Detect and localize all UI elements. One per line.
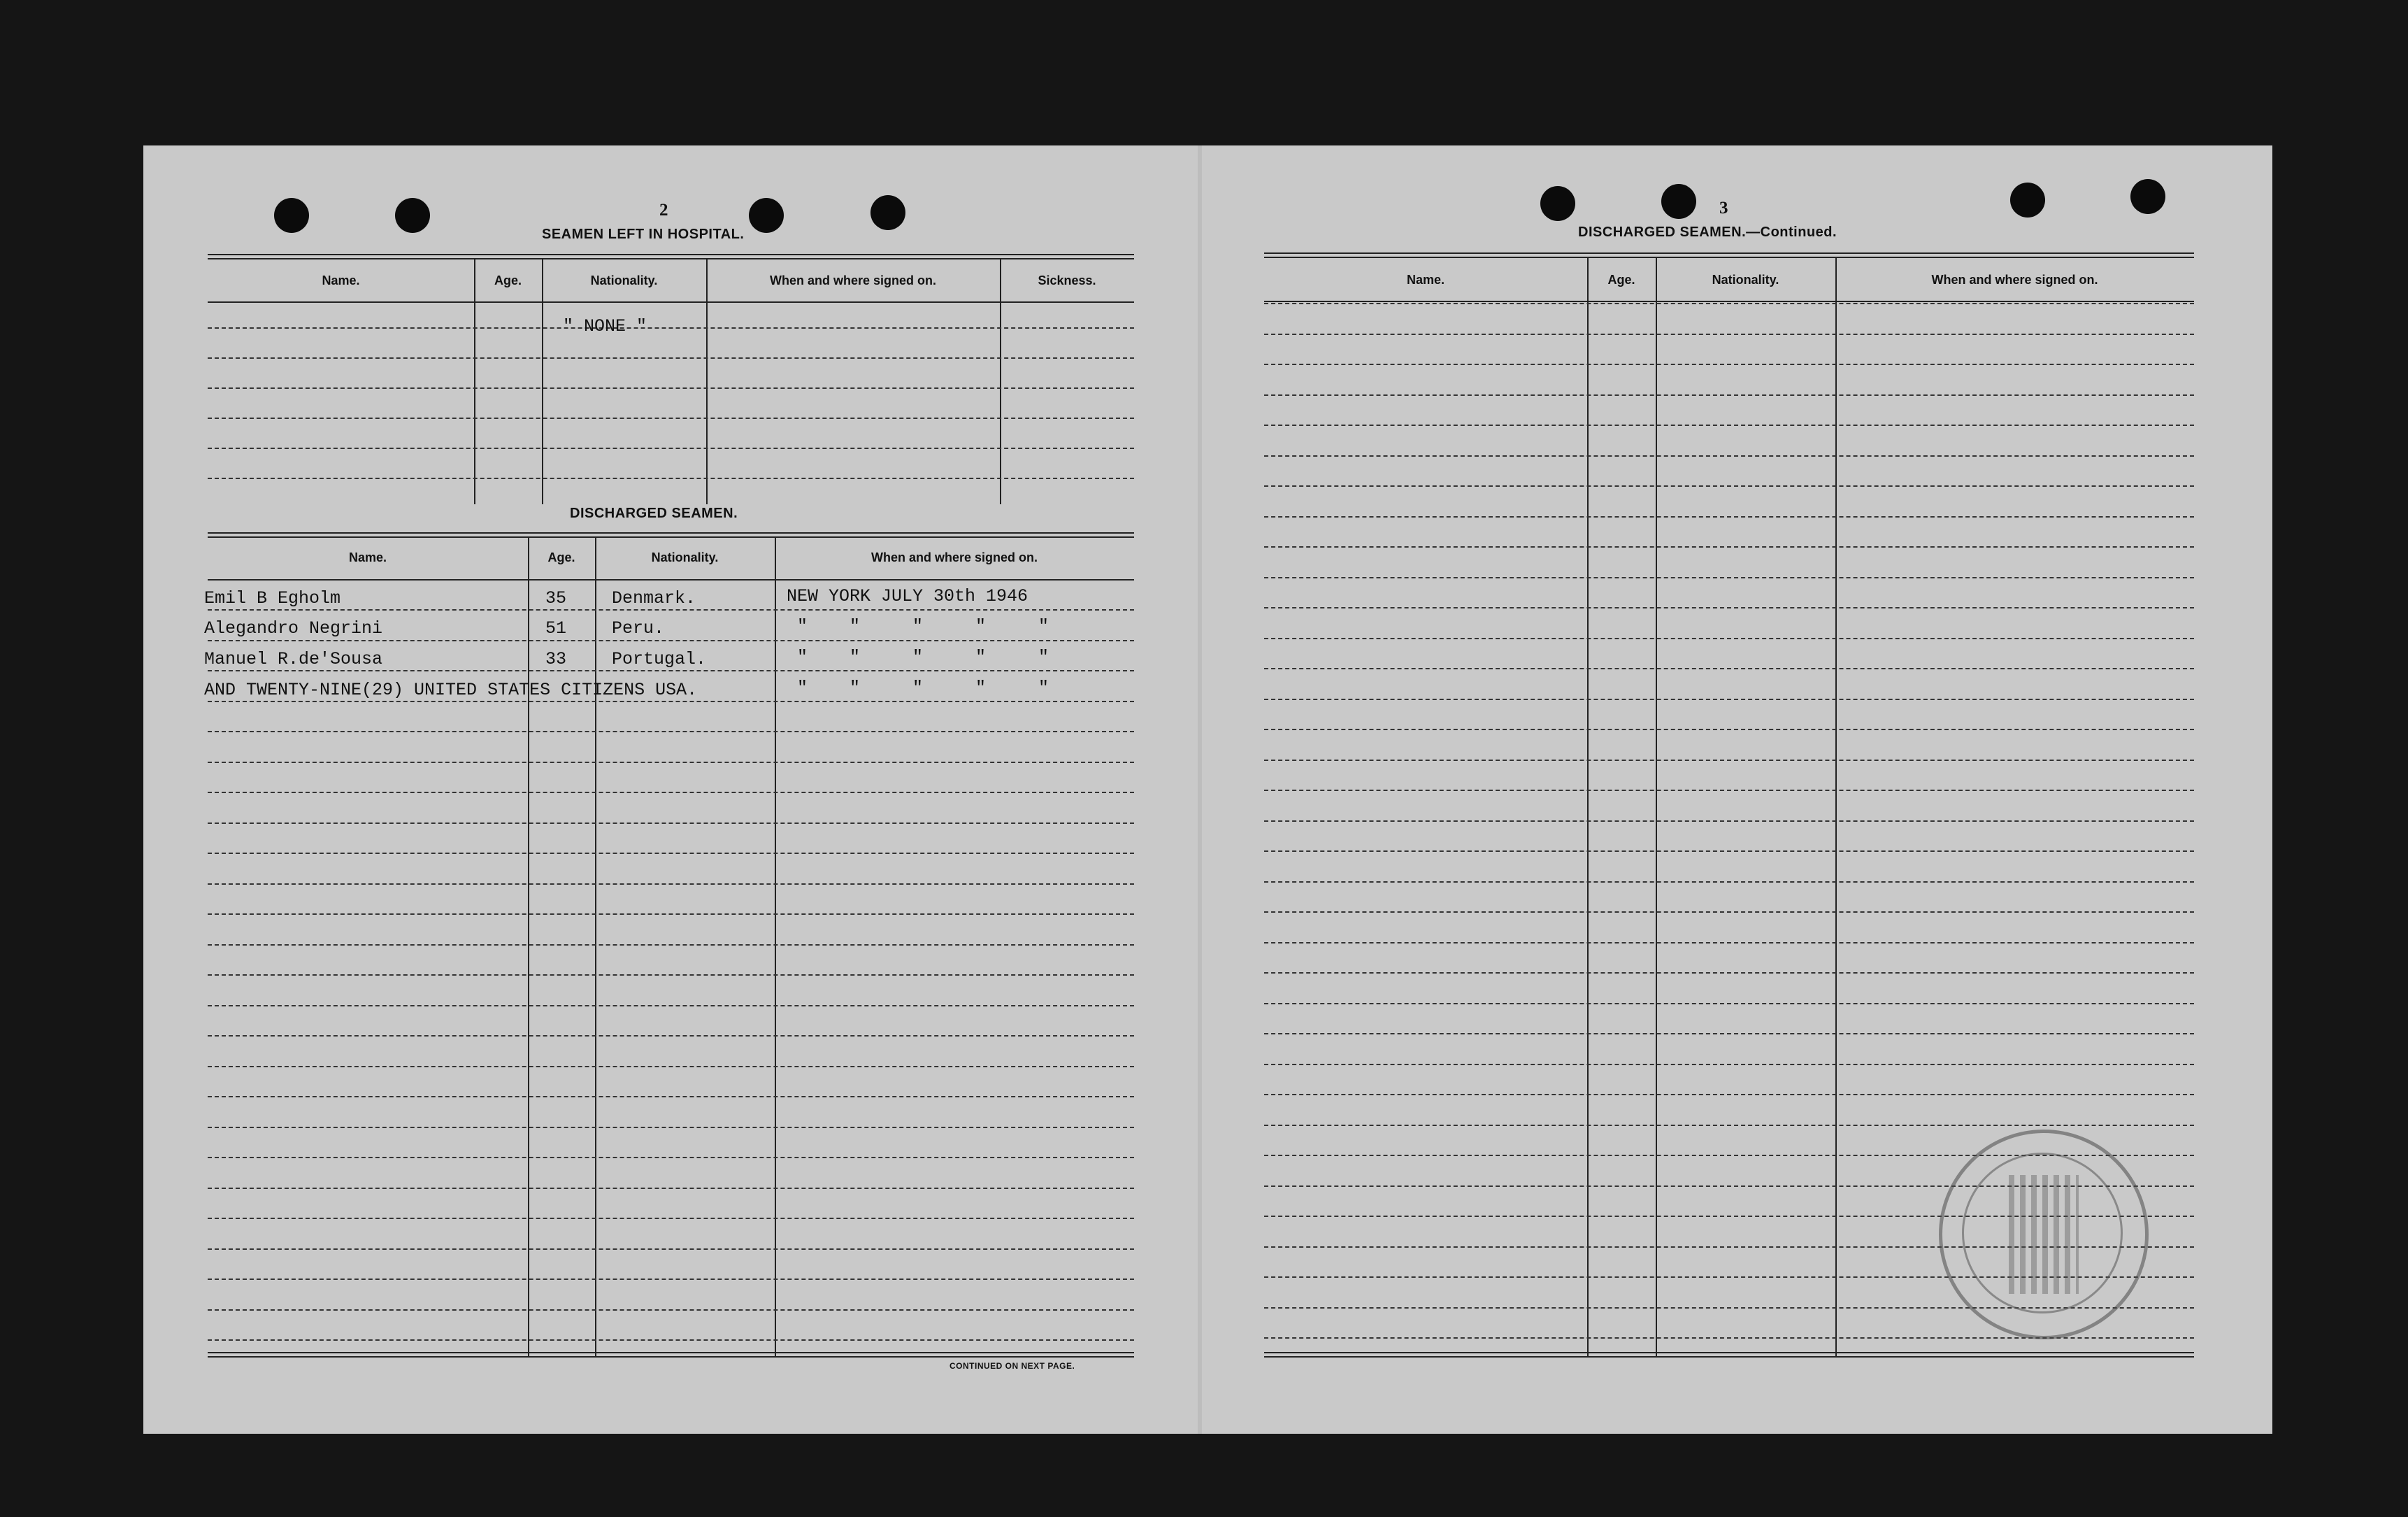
hospital-row-rule: [208, 418, 1134, 419]
table-row-rule: [208, 1218, 1134, 1219]
hospital-col-divider: [706, 259, 708, 504]
table-row-rule: [208, 1188, 1134, 1189]
hospital-header-name: Name.: [322, 273, 360, 287]
table-row-rule: [1264, 1094, 2194, 1095]
right-header-rule: [1264, 301, 2194, 302]
table-row-nationality: Peru.: [612, 618, 665, 639]
punch-hole: [2010, 183, 2045, 218]
table-row-signed-on: " " " " ": [797, 647, 1049, 667]
hospital-header-sickness: Sickness.: [1038, 273, 1096, 287]
table-row-rule: [208, 762, 1134, 763]
table-row-rule: [1264, 485, 2194, 487]
table-row-rule: [208, 1279, 1134, 1280]
summary-line: AND TWENTY-NINE(29) UNITED STATES CITIZENS USA.: [204, 680, 698, 700]
table-row-rule: [1264, 881, 2194, 883]
table-row-signed-on: NEW YORK JULY 30th 1946: [787, 586, 1029, 606]
right-bottom-rule: [1264, 1352, 2194, 1353]
table-row-rule: [1264, 1125, 2194, 1126]
punch-hole: [1661, 184, 1696, 219]
table-row-rule: [208, 640, 1134, 641]
table-row-rule: [208, 670, 1134, 671]
hospital-top-rule: [208, 258, 1134, 259]
table-row-rule: [1264, 546, 2194, 548]
punch-hole: [274, 198, 309, 233]
table-row-rule: [208, 974, 1134, 976]
right-top-rule: [1264, 257, 2194, 258]
right-header-nationality: Nationality.: [1712, 273, 1779, 287]
table-row-name: Alegandro Negrini: [204, 618, 383, 639]
hospital-col-divider: [474, 259, 475, 504]
table-row-rule: [1264, 1064, 2194, 1065]
hospital-header-age: Age.: [494, 273, 522, 287]
table-row-rule: [208, 701, 1134, 702]
table-row-nationality: Denmark.: [612, 588, 696, 608]
table-row-age: 35: [545, 588, 567, 608]
hospital-row-rule: [208, 327, 1134, 329]
table-row-rule: [1264, 516, 2194, 518]
hospital-header-rule: [208, 301, 1134, 303]
hospital-none-entry: " NONE ": [563, 316, 647, 336]
table-row-rule: [208, 944, 1134, 946]
table-row-rule: [1264, 364, 2194, 365]
right-header-name: Name.: [1406, 273, 1445, 287]
table-row-rule: [208, 1096, 1134, 1097]
discharged-bottom-rule: [208, 1356, 1134, 1358]
table-row-signed-on: " " " " ": [797, 616, 1049, 636]
table-row-rule: [208, 1005, 1134, 1006]
table-row-rule: [1264, 911, 2194, 913]
right-header-signed-on: When and where signed on.: [1931, 273, 2098, 287]
right-col-divider: [1656, 258, 1657, 1358]
discharged-section-title: DISCHARGED SEAMEN.: [570, 506, 738, 521]
table-row-age: 51: [545, 618, 567, 639]
right-bottom-rule: [1264, 1356, 2194, 1358]
table-row-rule: [208, 853, 1134, 854]
table-row-rule: [1264, 729, 2194, 730]
table-row-rule: [208, 1339, 1134, 1341]
continued-note: CONTINUED ON NEXT PAGE.: [949, 1361, 1075, 1371]
table-row-rule: [208, 1127, 1134, 1128]
discharged-header-age: Age.: [547, 550, 575, 564]
hospital-header-signed-on: When and where signed on.: [769, 273, 937, 287]
hospital-row-rule: [208, 387, 1134, 389]
table-row-name: Emil B Egholm: [204, 588, 341, 608]
hospital-header-nationality: Nationality.: [590, 273, 658, 287]
table-row-rule: [208, 1066, 1134, 1067]
table-row-rule: [1264, 820, 2194, 822]
table-row-rule: [1264, 1003, 2194, 1004]
table-row-rule: [1264, 699, 2194, 700]
table-row-rule: [208, 883, 1134, 885]
discharged-header-signed-on: When and where signed on.: [870, 550, 1038, 564]
table-row-rule: [208, 1248, 1134, 1250]
discharged-top-rule: [208, 532, 1134, 534]
table-row-rule: [208, 913, 1134, 915]
official-stamp: [1939, 1130, 2149, 1339]
table-row-name: Manuel R.de'Sousa: [204, 649, 383, 669]
punch-hole: [395, 198, 430, 233]
hospital-row-rule: [208, 357, 1134, 359]
table-row-rule: [208, 609, 1134, 611]
table-row-rule: [1264, 638, 2194, 639]
document-sheet: [143, 145, 2272, 1434]
table-row-rule: [208, 731, 1134, 732]
table-row-rule: [1264, 303, 2194, 304]
table-row-rule: [1264, 668, 2194, 669]
stamp-emblem: [2009, 1175, 2079, 1294]
table-row-rule: [208, 1157, 1134, 1158]
table-row-rule: [1264, 850, 2194, 852]
discharged-col-divider: [528, 538, 529, 1358]
table-row-rule: [208, 822, 1134, 824]
page-number-right: 3: [1719, 199, 1728, 218]
table-row-rule: [208, 792, 1134, 793]
right-header-age: Age.: [1607, 273, 1635, 287]
hospital-row-rule: [208, 448, 1134, 449]
summary-signed-on: " " " " ": [797, 678, 1049, 698]
table-row-rule: [1264, 942, 2194, 943]
discharged-col-divider: [775, 538, 776, 1358]
punch-hole: [2130, 179, 2165, 214]
table-row-age: 33: [545, 649, 567, 669]
discharged-header-nationality: Nationality.: [651, 550, 719, 564]
table-row-rule: [1264, 1033, 2194, 1034]
discharged-col-divider: [595, 538, 596, 1358]
table-row-rule: [1264, 972, 2194, 974]
table-row-rule: [208, 1035, 1134, 1037]
hospital-section-title: SEAMEN LEFT IN HOSPITAL.: [542, 227, 745, 242]
table-row-rule: [1264, 577, 2194, 578]
right-col-divider: [1587, 258, 1589, 1358]
punch-hole: [870, 195, 905, 230]
discharged-bottom-rule: [208, 1352, 1134, 1353]
right-top-rule: [1264, 252, 2194, 254]
punch-hole: [1540, 186, 1575, 221]
table-row-nationality: Portugal.: [612, 649, 707, 669]
discharged-header-rule: [208, 579, 1134, 581]
table-row-rule: [1264, 425, 2194, 426]
hospital-top-rule: [208, 254, 1134, 255]
table-row-rule: [1264, 334, 2194, 335]
discharged-header-name: Name.: [348, 550, 387, 564]
table-row-rule: [1264, 607, 2194, 608]
table-row-rule: [208, 1309, 1134, 1311]
hospital-row-rule: [208, 478, 1134, 479]
discharged-continued-title: DISCHARGED SEAMEN.—Continued.: [1578, 225, 1837, 240]
table-row-rule: [1264, 455, 2194, 457]
discharged-top-rule: [208, 536, 1134, 538]
table-row-rule: [1264, 394, 2194, 396]
page-number-left: 2: [659, 201, 668, 220]
hospital-col-divider: [542, 259, 543, 504]
right-col-divider: [1835, 258, 1837, 1358]
punch-hole: [749, 198, 784, 233]
table-row-rule: [1264, 760, 2194, 761]
hospital-col-divider: [1000, 259, 1001, 504]
table-row-rule: [1264, 790, 2194, 791]
